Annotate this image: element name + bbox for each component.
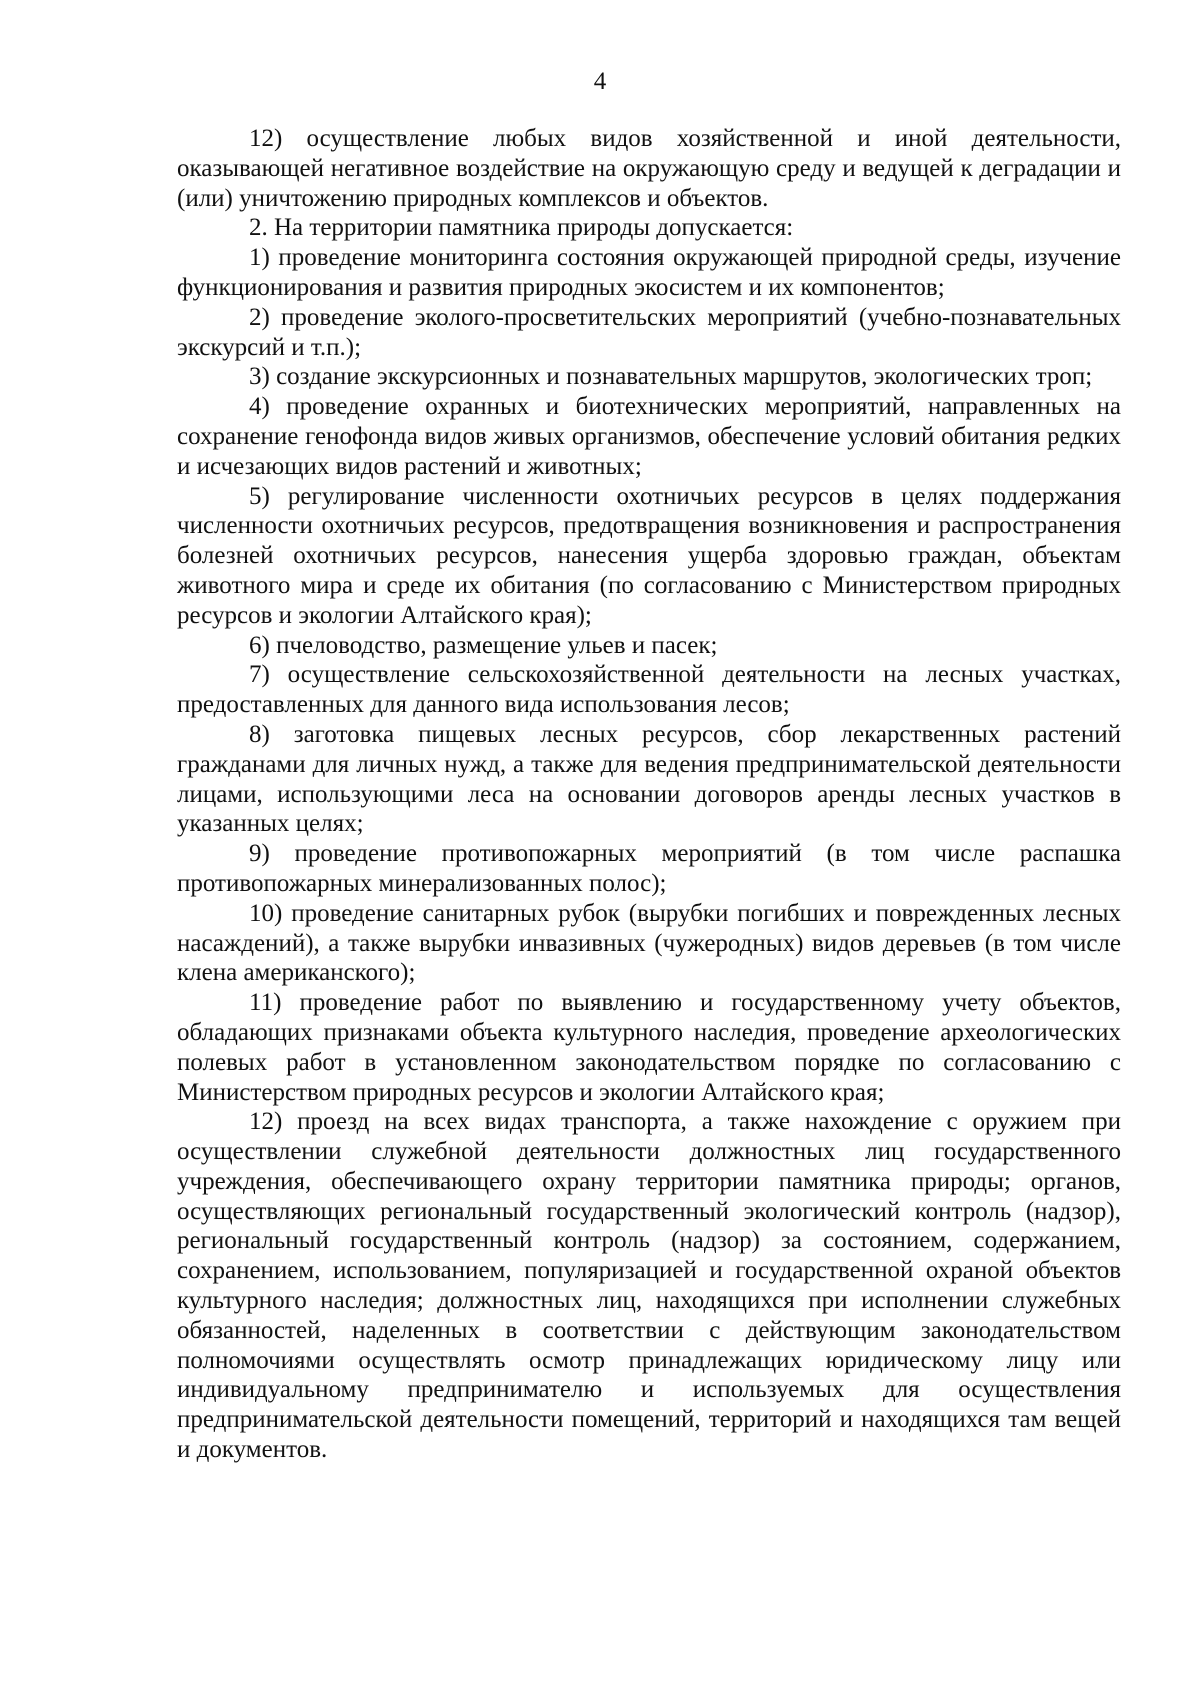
paragraph-item-12-permitted: 12) проезд на всех видах транспорта, а также нахождение с оружием при осуществлении служебной деятельности должностных лиц государственного учреждения, обеспечивающего охрану территории памятника природы; органов, осуществляющих региональный государственный экологический контроль (надзор), региональный государственный контроль (надзор) за состоянием, содержанием, сохранением, использованием, популяризацией и государственной охраной объектов культурного наследия; должностных лиц, находящихся при исполнении служебных обязанностей, наделенных в соответствии с действующим законодательством полномочиями осуществлять осмотр принадлежащих юридическому лицу или индивидуальному предпринимателю и используемых для осуществления предпринимательской деятельности помещений, территорий и находящихся там вещей и документов. (177, 1108, 1121, 1464)
document-body (177, 124, 1121, 1465)
paragraph-item-12-prohibited: 12) осуществление любых видов хозяйственной и иной деятельности, оказывающей негативное воздействие на окружающую среду и ведущей к деградации и (или) уничтожению природных комплексов и объектов. (177, 125, 1121, 212)
paragraph-item-4: 4) проведение охранных и биотехнических мероприятий, направленных на сохранение генофонда видов живых организмов, обеспечение условий обитания редких и исчезающих видов растений и животных; (177, 393, 1121, 480)
paragraph-section-2-heading: 2. На территории памятника природы допускается: (249, 214, 794, 242)
paragraph-item-9: 9) проведение противопожарных мероприятий (в том числе распашка противопожарных минерализованных полос); (177, 840, 1121, 897)
paragraph-item-3: 3) создание экскурсионных и познавательных маршрутов, экологических троп; (249, 363, 1093, 391)
paragraph-item-7: 7) осуществление сельскохозяйственной деятельности на лесных участках, предоставленных для данного вида использования лесов; (177, 661, 1121, 719)
paragraph-item-11: 11) проведение работ по выявлению и государственному учету объектов, обладающих признаками объекта культурного наследия, проведение археологических полевых работ в установленном законодательством порядке по согласованию с Министерством природных ресурсов и экологии Алтайского края; (177, 989, 1121, 1106)
paragraph-item-6: 6) пчеловодство, размещение ульев и пасек; (249, 631, 718, 659)
paragraph-item-5: 5) регулирование численности охотничьих ресурсов в целях поддержания численности охотничьих ресурсов, предотвращения возникновения и распространения болезней охотничьих ресурсов, нанесения ущерба здоровью граждан, объектам животного мира и среде их обитания (по согласованию с Министерством природных ресурсов и экологии Алтайского края); (177, 482, 1121, 629)
paragraph-item-1: 1) проведение мониторинга состояния окружающей природной среды, изучение функционирования и развития природных экосистем и их компонентов; (177, 244, 1121, 301)
paragraph-item-2: 2) проведение эколого-просветительских мероприятий (учебно-познавательных экскурсий и т.п.); (177, 303, 1121, 361)
paragraph-item-8: 8) заготовка пищевых лесных ресурсов, сбор лекарственных растений гражданами для личных нужд, а также для ведения предпринимательской деятельности лицами, использующими леса на основании договоров аренды лесных участков в указанных целях; (177, 720, 1121, 838)
paragraph-item-10: 10) проведение санитарных рубок (вырубки погибших и поврежденных лесных насаждений), а также вырубки инвазивных (чужеродных) видов деревьев (в том числе клена американского); (177, 899, 1121, 987)
page-number: 4 (593, 68, 607, 95)
